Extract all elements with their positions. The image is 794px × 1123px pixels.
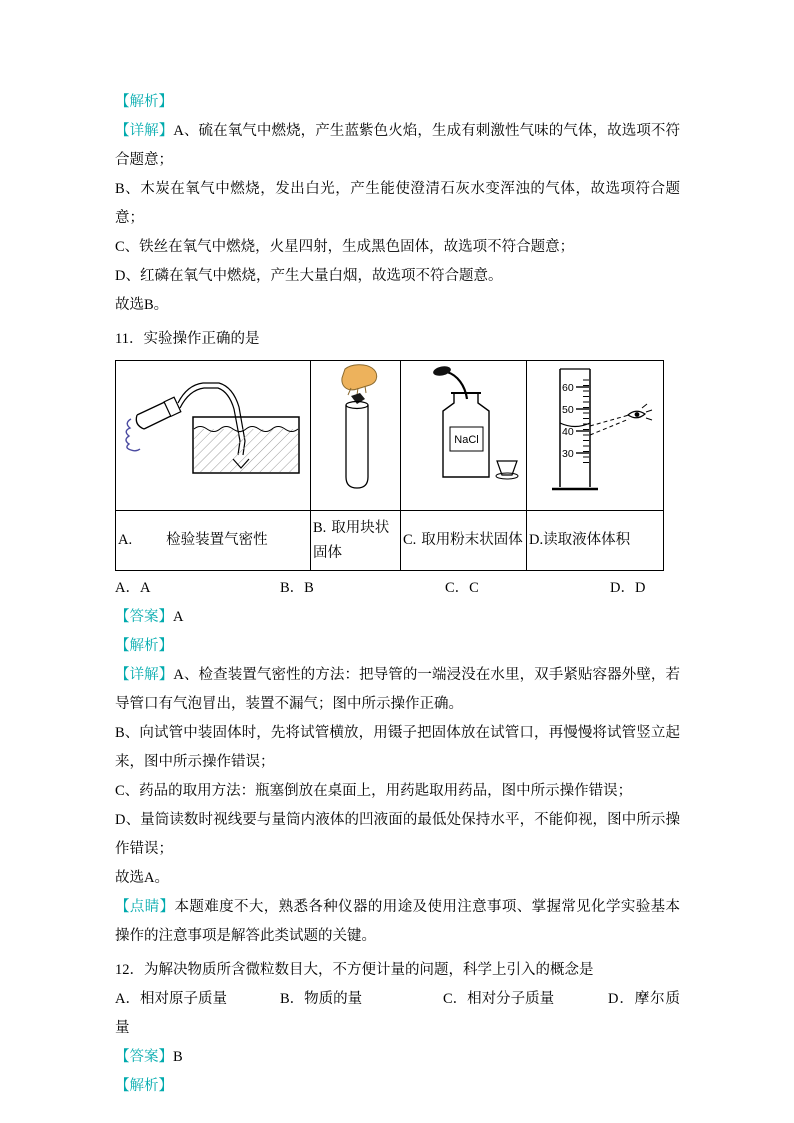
test-tube-icon bbox=[136, 397, 181, 429]
q11-option-c: C．C bbox=[445, 580, 479, 596]
q12-option-a: A．相对原子质量 bbox=[115, 991, 227, 1007]
graduated-cylinder-icon bbox=[552, 369, 598, 489]
q10-detail-c: C、铁丝在氧气中燃烧，火星四射，生成黑色固体，故选项不符合题意； bbox=[115, 239, 575, 255]
caption-b bbox=[311, 511, 401, 571]
stopper-icon bbox=[496, 461, 518, 479]
q11-option-a: A．A bbox=[115, 580, 151, 596]
q11-option-b: B．B bbox=[280, 580, 314, 596]
q12-stem: 12．为解决物质所含微粒数目大，不方便计量的问题，科学上引入的概念是 bbox=[115, 962, 594, 978]
q12-options bbox=[115, 985, 680, 1043]
q11-experiment-table bbox=[115, 360, 664, 571]
caption-text: 取用粉末状固体 bbox=[421, 532, 523, 548]
eye-icon bbox=[628, 404, 652, 420]
caption-a bbox=[116, 511, 311, 571]
analysis-label: 【解析】 bbox=[115, 1078, 173, 1094]
caption-d bbox=[527, 511, 664, 571]
caption-text: 检验装置气密性 bbox=[166, 532, 268, 548]
bottle-label: NaCl bbox=[453, 434, 479, 446]
powder-solid-figure bbox=[405, 363, 523, 497]
q10-analysis-heading bbox=[115, 88, 680, 117]
analysis-label: 【解析】 bbox=[115, 94, 173, 110]
q11-answer bbox=[115, 603, 680, 632]
read-volume-figure bbox=[530, 363, 660, 497]
scale-40: 40 bbox=[562, 426, 574, 438]
cell-image-c bbox=[401, 361, 527, 511]
q10-conclusion: 故选B。 bbox=[115, 297, 169, 313]
detail-label: 【详解】 bbox=[115, 667, 174, 683]
caption-prefix: C. bbox=[403, 532, 417, 548]
block-solid-figure bbox=[315, 363, 397, 497]
q11-tip bbox=[115, 893, 680, 951]
answer-value: A bbox=[173, 609, 184, 625]
caption-text: 读取液体体积 bbox=[543, 532, 631, 548]
q11-analysis-heading bbox=[115, 632, 680, 661]
scale-30: 30 bbox=[562, 448, 574, 460]
cell-image-d bbox=[527, 361, 664, 511]
q11-option-d: D．D bbox=[610, 580, 646, 596]
q12-analysis-heading bbox=[115, 1072, 680, 1101]
q10-detail-a bbox=[115, 117, 680, 175]
answer-label: 【答案】 bbox=[115, 609, 173, 625]
cell-image-b bbox=[311, 361, 401, 511]
reagent-bottle-icon bbox=[443, 393, 489, 477]
detail-label: 【详解】 bbox=[115, 123, 174, 139]
cell-image-a bbox=[116, 361, 311, 511]
q12-option-b: B．物质的量 bbox=[280, 991, 363, 1007]
q11-stem: 11．实验操作正确的是 bbox=[115, 331, 260, 347]
q11-detail-a bbox=[115, 661, 680, 719]
tip-label: 【点睛】 bbox=[115, 899, 175, 915]
caption-text: 取用块状固体 bbox=[313, 519, 390, 561]
caption-prefix: D. bbox=[529, 532, 544, 548]
q11-conclusion: 故选A。 bbox=[115, 870, 169, 886]
answer-value: B bbox=[173, 1049, 183, 1065]
caption-prefix: B. bbox=[313, 519, 327, 536]
gas-tightness-figure bbox=[121, 363, 306, 497]
test-tube-icon bbox=[346, 402, 368, 489]
q10-detail-b: B、木炭在氧气中燃烧，发出白光，产生能使澄清石灰水变浑浊的气体，故选项符合题意； bbox=[115, 181, 680, 226]
sight-line bbox=[590, 415, 629, 435]
table-caption-row bbox=[116, 511, 664, 571]
q11-detail-b: B、向试管中装固体时，先将试管横放，用镊子把固体放在试管口，再慢慢将试管竖立起来，图中所示操作错误； bbox=[115, 725, 680, 770]
scale-60: 60 bbox=[562, 382, 574, 394]
analysis-label: 【解析】 bbox=[115, 638, 173, 654]
detail-text: A、检查装置气密性的方法：把导管的一端浸没在水里，双手紧贴容器外壁，若导管口有气泡冒出，装置不漏气；图中所示操作正确。 bbox=[115, 667, 681, 712]
table-image-row bbox=[116, 361, 664, 511]
hand-icon bbox=[341, 365, 376, 395]
q10-detail-d: D、红磷在氧气中燃烧，产生大量白烟，故选项不符合题意。 bbox=[115, 268, 503, 284]
q11-detail-d: D、量筒读数时视线要与量筒内液体的凹液面的最低处保持水平，不能仰视，图中所示操作错误； bbox=[115, 812, 680, 857]
q12-answer bbox=[115, 1043, 680, 1072]
q12-option-d: D．摩尔质量 bbox=[115, 991, 680, 1036]
q11-detail-c: C、药品的取用方法：瓶塞倒放在桌面上，用药匙取用药品，图中所示操作错误； bbox=[115, 783, 633, 799]
water-trough-icon bbox=[193, 417, 299, 473]
detail-text: A、硫在氧气中燃烧，产生蓝紫色火焰，生成有刺激性气味的气体，故选项不符合题意； bbox=[115, 123, 681, 168]
caption-prefix: A. bbox=[118, 532, 133, 548]
answer-label: 【答案】 bbox=[115, 1049, 173, 1065]
scale-50: 50 bbox=[562, 404, 574, 416]
tip-text: 本题难度不大，熟悉各种仪器的用途及使用注意事项、掌握常见化学实验基本操作的注意事项是解答此类试题的关键。 bbox=[115, 899, 680, 944]
q12-option-c: C．相对分子质量 bbox=[443, 991, 555, 1007]
caption-c bbox=[401, 511, 527, 571]
q11-options bbox=[115, 574, 680, 603]
